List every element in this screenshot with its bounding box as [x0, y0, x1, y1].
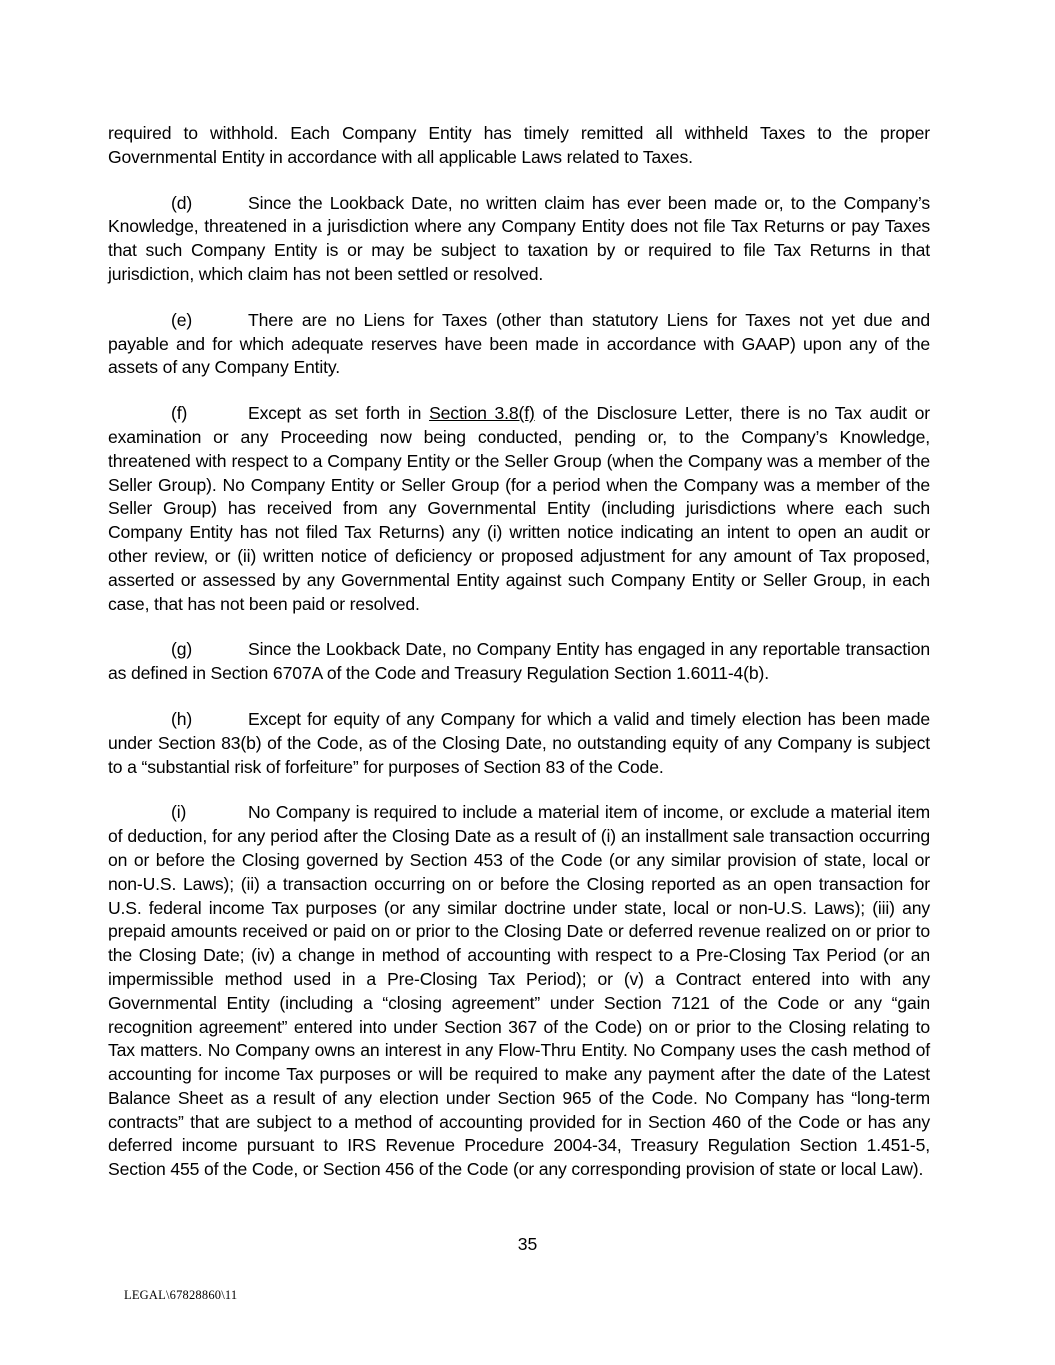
paragraph-label: (i)	[171, 802, 187, 823]
paragraph-text: Except as set forth in	[248, 403, 430, 424]
paragraph-e	[108, 309, 930, 380]
paragraph-text: of the Disclosure Letter, there is no Tax audit or examination or any Proceeding now being conducted, pending or, to the Company’s Knowledge, threatened with respect to a Company Entity or the Seller Group (when the Company was a member of the Seller Group). No Company Entity or Seller Group (for a period when the Company was a member of the Seller Group) has received from any Governmental Entity (including jurisdictions where each such Company Entity has not filed Tax Returns) any (i) written notice indicating an intent to open an audit or other review, or (ii) written notice of deficiency or proposed adjustment for any amount of Tax proposed, asserted or assessed by any Governmental Entity against such Company Entity or Seller Group, in each case, that has not been paid or resolved.	[108, 403, 930, 614]
paragraph-continuation	[108, 122, 930, 170]
paragraph-text: No Company is required to include a material item of income, or exclude a material item of deduction, for any period after the Closing Date as a result of (i) an installment sale transaction occurring on or before the Closing governed by Section 453 of the Code (or any similar provision of state, local or non-U.S. Laws); (ii) a transaction occurring on or before the Closing reported as an open transaction for U.S. federal income Tax purposes (or any similar doctrine under state, local or non-U.S. Laws); (iii) any prepaid amounts received or paid on or prior to the Closing Date or deferred revenue realized on or prior to the Closing Date; (iv) a change in method of accounting with respect to a Pre-Closing Tax Period (or an impermissible method used in a Pre-Closing Tax Period); or (v) a Contract entered into with any Governmental Entity (including a “closing agreement” under Section 7121 of the Code or any “gain recognition agreement” entered into under Section 367 of the Code) on or prior to the Closing relating to Tax matters. No Company owns an interest in any Flow-Thru Entity. No Company uses the cash method of accounting for income Tax purposes or will be required to make any payment after the date of the Latest Balance Sheet as a result of any election under Section 965 of the Code. No Company has “long-term contracts” that are subject to a method of accounting provided for in Section 460 of the Code or has any deferred income pursuant to IRS Revenue Procedure 2004-34, Treasury Regulation Section 1.451-5, Section 455 of the Code, or Section 456 of the Code (or any corresponding provision of state or local Law).	[108, 802, 930, 1180]
section-reference: Section 3.8(f)	[429, 403, 535, 424]
paragraph-i	[108, 801, 930, 1182]
document-body	[108, 122, 930, 1204]
paragraph-label: (d)	[171, 192, 193, 213]
paragraph-text: There are no Liens for Taxes (other than statutory Liens for Taxes not yet due and payable and for which adequate reserves have been made in accordance with GAAP) upon any of the assets of any Company Entity.	[108, 309, 930, 378]
paragraph-label: (h)	[171, 708, 193, 729]
paragraph-label: (g)	[171, 639, 193, 660]
paragraph-label: (f)	[171, 403, 188, 424]
page-number: 35	[517, 1234, 538, 1254]
paragraph-g	[108, 638, 930, 686]
paragraph-h	[108, 708, 930, 779]
paragraph-d	[108, 192, 930, 287]
paragraph-text: required to withhold. Each Company Entity has timely remitted all withheld Taxes to the proper Governmental Entity in accordance with all applicable Laws related to Taxes.	[108, 123, 930, 167]
paragraph-text: Except for equity of any Company for which a valid and timely election has been made under Section 83(b) of the Code, as of the Closing Date, no outstanding equity of any Company is subject to a “substantial risk of forfeiture” for purposes of Section 83 of the Code.	[108, 708, 930, 777]
paragraph-text: Since the Lookback Date, no Company Entity has engaged in any reportable transaction as defined in Section 6707A of the Code and Treasury Regulation Section 1.6011-4(b).	[108, 639, 930, 684]
paragraph-text: Since the Lookback Date, no written claim has ever been made or, to the Company’s Knowledge, threatened in a jurisdiction where any Company Entity does not file Tax Returns or pay Taxes that such Company Entity is or may be subject to taxation by or required to file Tax Returns in that jurisdiction, which claim has not been settled or resolved.	[108, 192, 930, 284]
document-id: LEGAL\67828860\11	[124, 1288, 238, 1302]
paragraph-f	[108, 402, 930, 616]
paragraph-label: (e)	[171, 309, 193, 330]
